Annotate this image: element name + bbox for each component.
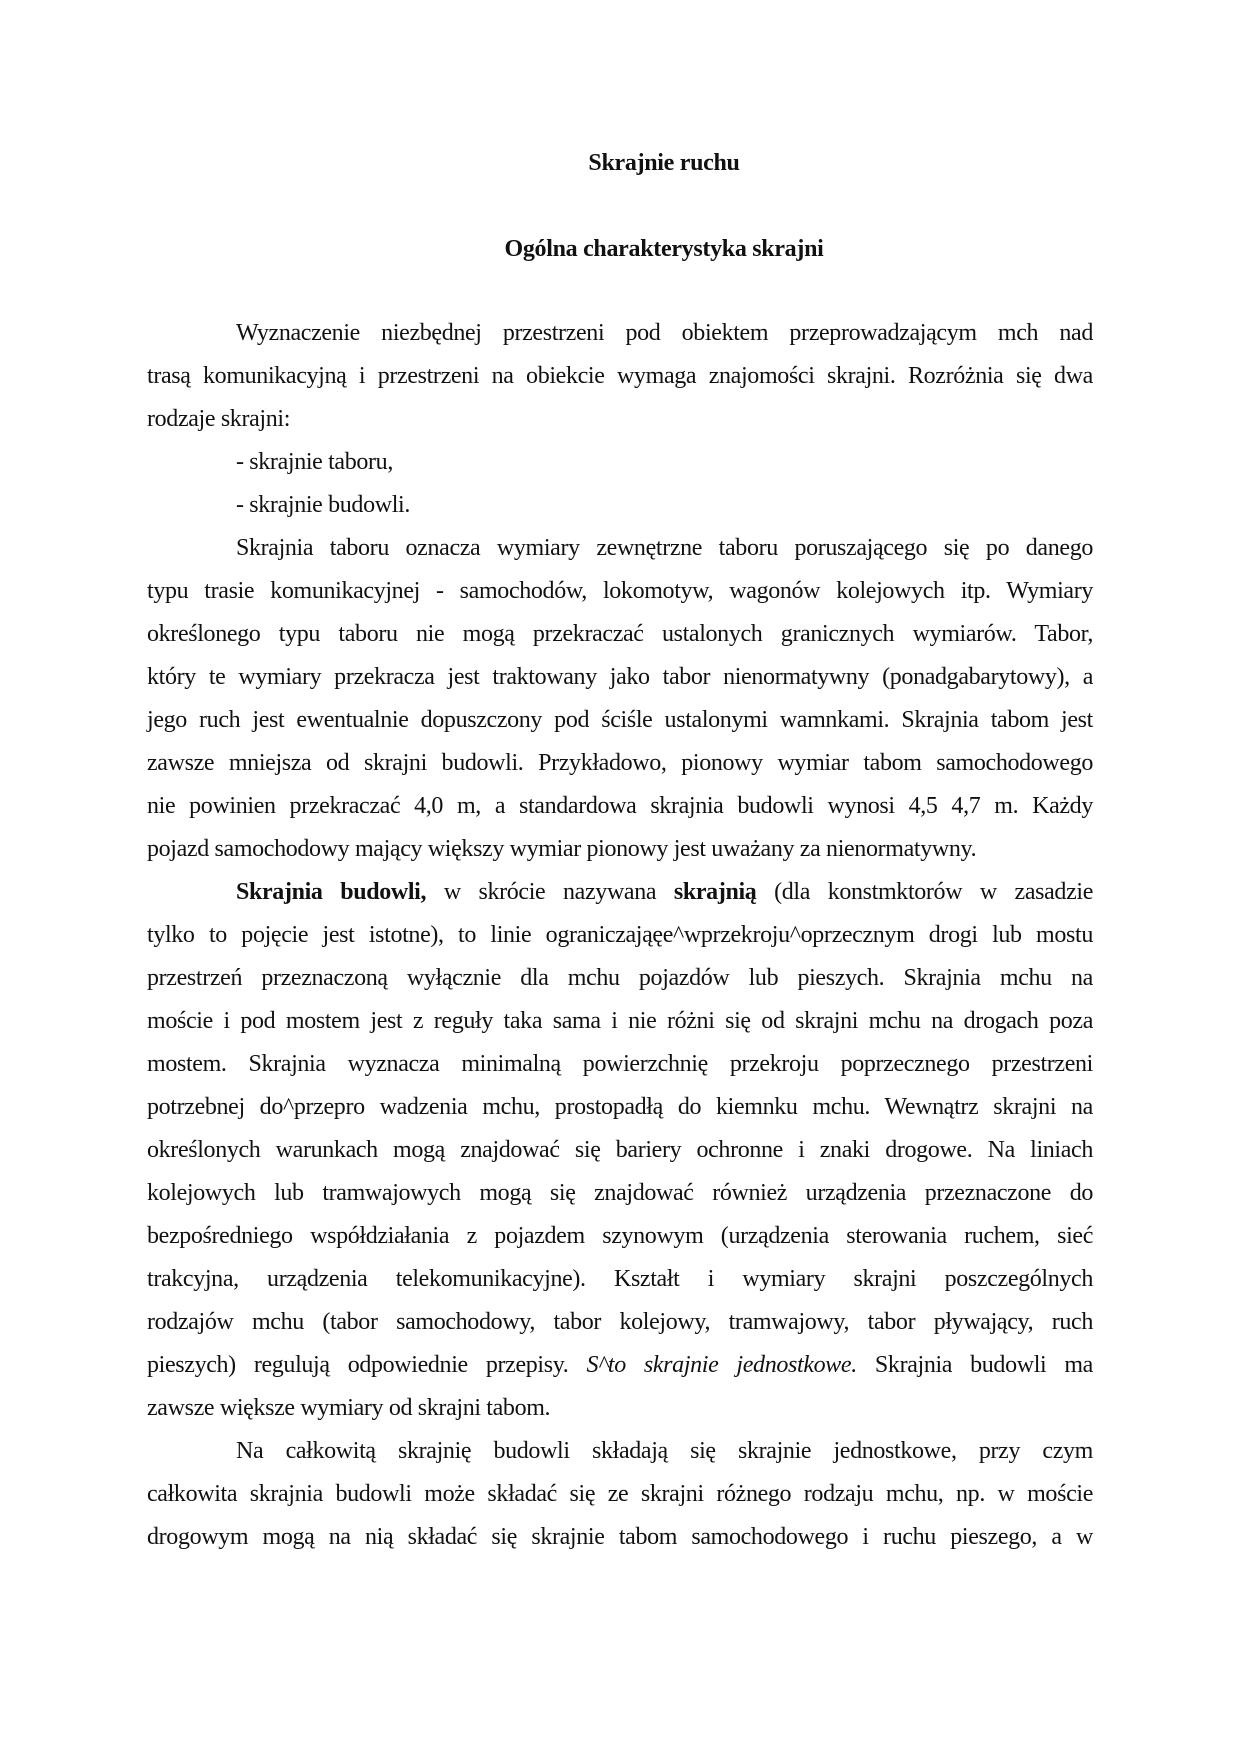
- text-segment: nie powinien przekraczać 4,0 m, a standardowa skrajnia budowli wynosi 4,5 4,7 m. Każdy: [147, 793, 1093, 819]
- text-line: [147, 312, 1093, 355]
- section-heading: Ogólna charakterystyka skrajni: [504, 236, 824, 262]
- text-line: [147, 1516, 1093, 1559]
- text-segment: Skrajnia budowli ma: [856, 1352, 1093, 1378]
- text-segment: kolejowych lub tramwajowych mogą się znajdować również urządzenia przeznaczone do: [147, 1180, 1093, 1206]
- text-segment: trakcyjna, urządzenia telekomunikacyjne). Kształt i wymiary skrajni poszczególnych: [147, 1266, 1093, 1292]
- text-line: [147, 527, 1093, 570]
- text-segment: mostem. Skrajnia wyznacza minimalną powierzchnię przekroju poprzecznego przestrzeni: [147, 1051, 1093, 1077]
- text-segment: rodzaje skrajni:: [147, 406, 291, 432]
- text-segment: całkowita skrajnia budowli może składać się ze skrajni różnego rodzaju mchu, np. w moście: [147, 1481, 1093, 1507]
- text-segment: w skrócie nazywana: [426, 879, 674, 905]
- italic-text: S^to skrajnie jednostkowe.: [586, 1352, 857, 1378]
- text-segment: który te wymiary przekracza jest traktowany jako tabor nienormatywny (ponadgabarytowy), a: [147, 664, 1093, 690]
- bold-text: Skrajnia budowli,: [236, 879, 427, 905]
- text-line: [147, 398, 1093, 441]
- text-line: [147, 957, 1093, 1000]
- text-line: [147, 1086, 1093, 1129]
- text-line: [147, 1258, 1093, 1301]
- text-segment: tylko to pojęcie jest istotne), to linie ograniczająęe^wprzekroju^oprzecznym drogi lub mostu: [147, 922, 1093, 948]
- text-segment: trasą komunikacyjną i przestrzeni na obiekcie wymaga znajomości skrajni. Rozróżnia się dwa: [147, 363, 1093, 389]
- text-segment: drogowym mogą na nią składać się skrajnie tabom samochodowego i ruchu pieszego, a w: [147, 1524, 1093, 1550]
- text-segment: zawsze mniejsza od skrajni budowli. Przykładowo, pionowy wymiar tabom samochodowego: [147, 750, 1093, 776]
- text-line: [147, 484, 1093, 527]
- text-line: [147, 1301, 1093, 1344]
- text-segment: - skrajnie budowli.: [236, 492, 410, 518]
- text-line: [147, 742, 1093, 785]
- text-segment: Na całkowitą skrajnię budowli składają się skrajnie jednostkowe, przy czym: [236, 1438, 1093, 1464]
- text-segment: rodzajów mchu (tabor samochodowy, tabor kolejowy, tramwajowy, tabor pływający, ruch: [147, 1309, 1093, 1335]
- text-segment: bezpośredniego współdziałania z pojazdem szynowym (urządzenia sterowania ruchem, sieć: [147, 1223, 1093, 1249]
- text-line: [147, 871, 1093, 914]
- text-line: [147, 613, 1093, 656]
- text-line: [147, 1043, 1093, 1086]
- text-segment: zawsze większe wymiary od skrajni tabom.: [147, 1395, 551, 1421]
- text-line: [147, 1387, 1093, 1430]
- text-segment: określonego typu taboru nie mogą przekraczać ustalonych granicznych wymiarów. Tabor,: [147, 621, 1093, 647]
- text-segment: - skrajnie taboru,: [236, 449, 393, 475]
- text-line: [147, 828, 1093, 871]
- text-segment: typu trasie komunikacyjnej - samochodów, lokomotyw, wagonów kolejowych itp. Wymiary: [147, 578, 1093, 604]
- text-line: [147, 699, 1093, 742]
- text-segment: jego ruch jest ewentualnie dopuszczony pod ściśle ustalonymi wamnkami. Skrajnia tabom jest: [147, 707, 1093, 733]
- text-line: [147, 914, 1093, 957]
- text-segment: przestrzeń przeznaczoną wyłącznie dla mchu pojazdów lub pieszych. Skrajnia mchu na: [147, 965, 1093, 991]
- text-line: [147, 1172, 1093, 1215]
- text-line: [147, 1430, 1093, 1473]
- bold-text: skrajnią: [673, 879, 757, 905]
- text-line: [147, 355, 1093, 398]
- text-line: [147, 570, 1093, 613]
- text-segment: określonych warunkach mogą znajdować się bariery ochronne i znaki drogowe. Na liniach: [147, 1137, 1093, 1163]
- text-segment: moście i pod mostem jest z reguły taka sama i nie różni się od skrajni mchu na drogach poza: [147, 1008, 1093, 1034]
- text-segment: pojazd samochodowy mający większy wymiar pionowy jest uważany za nienormatywny.: [147, 836, 977, 862]
- document-body: [147, 312, 1093, 1559]
- document-title: Skrajnie ruchu: [588, 150, 740, 176]
- text-line: [147, 656, 1093, 699]
- text-line: [147, 1000, 1093, 1043]
- text-segment: pieszych) regulują odpowiednie przepisy.: [147, 1352, 587, 1378]
- text-segment: potrzebnej do^przepro wadzenia mchu, prostopadłą do kiemnku mchu. Wewnątrz skrajni na: [147, 1094, 1093, 1120]
- text-line: [147, 1344, 1093, 1387]
- text-segment: (dla konstmktorów w zasadzie: [756, 879, 1093, 905]
- text-line: [147, 785, 1093, 828]
- text-line: [147, 1215, 1093, 1258]
- text-segment: Wyznaczenie niezbędnej przestrzeni pod obiektem przeprowadzającym mch nad: [236, 320, 1093, 346]
- text-line: [147, 1129, 1093, 1172]
- text-line: [147, 441, 1093, 484]
- text-segment: Skrajnia taboru oznacza wymiary zewnętrzne taboru poruszającego się po danego: [236, 535, 1093, 561]
- text-line: [147, 1473, 1093, 1516]
